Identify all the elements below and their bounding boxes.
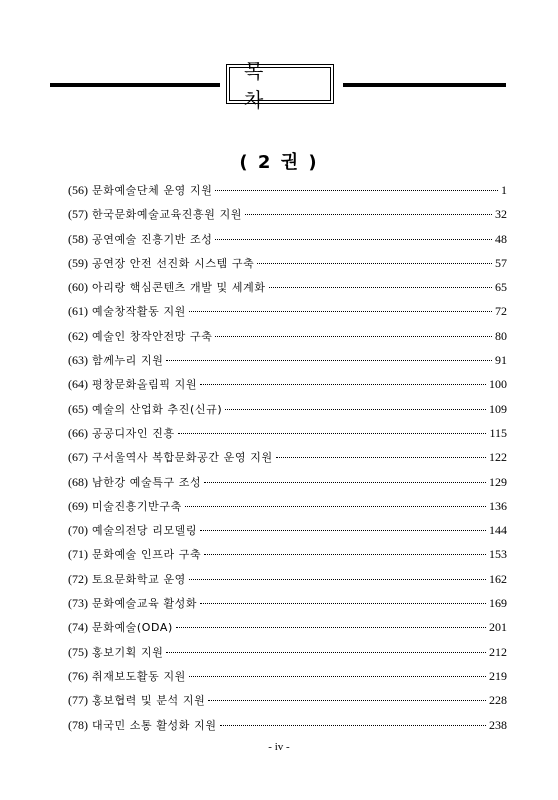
toc-entry-title: 미술진흥기반구축	[92, 499, 182, 513]
toc-leader-dots	[215, 336, 492, 337]
toc-entry-page: 169	[489, 596, 507, 611]
toc-entry-page: 122	[489, 450, 507, 465]
page-number: - iv -	[268, 741, 290, 753]
toc-entry[interactable]	[68, 546, 507, 570]
toc-leader-dots	[215, 239, 492, 240]
toc-entry-number: (64)	[68, 377, 88, 392]
toc-entry-number: (59)	[68, 255, 88, 270]
toc-entry[interactable]	[68, 595, 507, 619]
toc-entry[interactable]	[68, 279, 507, 303]
toc-entry-page: 219	[489, 668, 507, 683]
toc-leader-dots	[189, 676, 486, 677]
toc-entry-number: (78)	[68, 717, 88, 732]
toc-entry[interactable]	[68, 644, 507, 668]
toc-entry-number: (72)	[68, 571, 88, 586]
toc-entry-title: 홍보협력 및 분석 지원	[92, 694, 206, 708]
toc-entry-title: 공연예술 진흥기반 조성	[92, 232, 213, 246]
toc-leader-dots	[204, 554, 486, 555]
toc-leader-dots	[200, 603, 486, 604]
toc-entry-page: 201	[489, 620, 507, 635]
table-of-contents	[68, 182, 507, 741]
toc-entry-page: 212	[489, 644, 507, 659]
toc-entry[interactable]	[68, 328, 507, 352]
toc-leader-dots	[166, 652, 486, 653]
toc-entry-number: (58)	[68, 231, 88, 246]
toc-entry-number: (62)	[68, 328, 88, 343]
toc-leader-dots	[200, 530, 486, 531]
toc-leader-dots	[215, 190, 498, 191]
toc-entry-page: 238	[489, 717, 507, 732]
toc-leader-dots	[204, 482, 486, 483]
toc-entry[interactable]	[68, 449, 507, 473]
toc-entry-title: 문화예술단체 운영 지원	[92, 184, 213, 197]
toc-entry-page: 72	[495, 304, 507, 319]
volume-label: ( 2 권 )	[239, 152, 319, 173]
toc-entry[interactable]	[68, 352, 507, 376]
toc-entry-number: (61)	[68, 304, 88, 319]
toc-entry-page: 65	[495, 280, 507, 295]
title-rule-left	[50, 83, 220, 87]
toc-entry[interactable]	[68, 303, 507, 327]
toc-entry-title: 문화예술교육 활성화	[92, 597, 198, 611]
toc-entry-number: (76)	[68, 668, 88, 683]
toc-leader-dots	[220, 725, 486, 726]
toc-entry[interactable]	[68, 401, 507, 425]
toc-leader-dots	[245, 214, 492, 215]
toc-leader-dots	[178, 433, 487, 434]
toc-entry[interactable]	[68, 206, 507, 230]
toc-entry-number: (69)	[68, 498, 88, 513]
toc-entry-title: 아리랑 핵심콘텐츠 개발 및 세계화	[92, 281, 266, 295]
toc-entry[interactable]	[68, 182, 507, 206]
page-title: 목 차	[229, 67, 331, 101]
toc-leader-dots	[269, 287, 492, 288]
toc-entry-title: 남한강 예술특구 조성	[92, 475, 202, 489]
toc-entry-page: 57	[495, 255, 507, 270]
title-box	[226, 59, 334, 112]
toc-entry[interactable]	[68, 231, 507, 255]
toc-leader-dots	[225, 409, 486, 410]
toc-entry[interactable]	[68, 668, 507, 692]
toc-entry-page: 162	[489, 571, 507, 586]
toc-entry-number: (77)	[68, 693, 88, 708]
toc-entry-page: 109	[489, 401, 507, 416]
toc-entry-page: 100	[489, 377, 507, 392]
toc-entry-title: 토요문화학교 운영	[92, 572, 186, 586]
toc-entry-title: 예술의전당 리모델링	[92, 524, 198, 538]
toc-entry-number: (57)	[68, 207, 88, 222]
toc-entry-number: (70)	[68, 523, 88, 538]
toc-leader-dots	[166, 360, 492, 361]
toc-entry-title: 예술창작활동 지원	[92, 305, 186, 319]
toc-leader-dots	[189, 311, 492, 312]
toc-entry-title: 공공디자인 진흥	[92, 426, 175, 440]
toc-entry-number: (63)	[68, 353, 88, 368]
toc-entry-number: (68)	[68, 474, 88, 489]
toc-entry-number: (60)	[68, 280, 88, 295]
toc-entry-number: (74)	[68, 620, 88, 635]
toc-leader-dots	[189, 579, 486, 580]
toc-entry-title: 예술의 산업화 추진(신규)	[92, 402, 223, 416]
toc-entry-page: 48	[495, 231, 507, 246]
toc-entry-page: 153	[489, 547, 507, 562]
toc-entry-title: 예술인 창작안전망 구축	[92, 329, 213, 343]
toc-entry[interactable]	[68, 498, 507, 522]
toc-entry-page: 228	[489, 693, 507, 708]
toc-entry-number: (67)	[68, 450, 88, 465]
toc-entry-page: 1	[501, 183, 507, 197]
toc-entry-page: 32	[495, 207, 507, 222]
toc-entry-page: 129	[489, 474, 507, 489]
toc-entry[interactable]	[68, 522, 507, 546]
toc-entry-title: 홍보기획 지원	[92, 645, 164, 659]
toc-entry[interactable]	[68, 619, 507, 643]
toc-entry-title: 한국문화예술교육진흥원 지원	[92, 208, 243, 222]
toc-entry-page: 80	[495, 328, 507, 343]
toc-entry-number: (65)	[68, 401, 88, 416]
toc-entry-title: 취재보도활동 지원	[92, 669, 186, 683]
toc-entry-page: 91	[495, 353, 507, 368]
toc-entry-page: 144	[489, 523, 507, 538]
toc-entry[interactable]	[68, 692, 507, 716]
toc-entry-number: (56)	[68, 183, 88, 197]
toc-entry[interactable]	[68, 571, 507, 595]
toc-entry[interactable]	[68, 376, 507, 400]
toc-entry-page: 115	[489, 425, 507, 440]
toc-leader-dots	[176, 627, 486, 628]
toc-leader-dots	[276, 457, 486, 458]
toc-entry-number: (71)	[68, 547, 88, 562]
toc-entry-page: 136	[489, 498, 507, 513]
toc-leader-dots	[200, 384, 486, 385]
toc-entry[interactable]	[68, 425, 507, 449]
toc-entry-title: 문화예술(ODA)	[92, 621, 173, 635]
toc-entry[interactable]	[68, 255, 507, 279]
toc-entry-title: 평창문화올림픽 지원	[92, 378, 198, 392]
toc-leader-dots	[208, 700, 486, 701]
toc-entry-number: (75)	[68, 644, 88, 659]
toc-entry-title: 공연장 안전 선진화 시스템 구축	[92, 256, 255, 270]
toc-leader-dots	[257, 263, 492, 264]
toc-entry-title: 문화예술 인프라 구축	[92, 548, 202, 562]
toc-entry-title: 함께누리 지원	[92, 354, 164, 368]
toc-entry-title: 구서울역사 복합문화공간 운영 지원	[92, 451, 273, 465]
toc-entry-number: (73)	[68, 596, 88, 611]
toc-entry-number: (66)	[68, 425, 88, 440]
toc-entry[interactable]	[68, 474, 507, 498]
toc-leader-dots	[185, 506, 486, 507]
title-rule-right	[343, 83, 506, 87]
toc-entry-title: 대국민 소통 활성화 지원	[92, 718, 217, 732]
toc-entry[interactable]	[68, 717, 507, 741]
